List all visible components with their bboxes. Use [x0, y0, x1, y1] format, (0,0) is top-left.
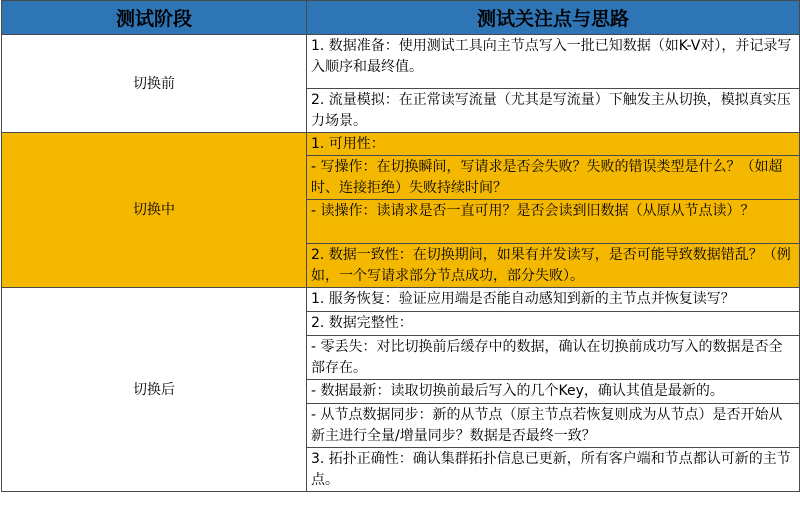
header-stage: 测试阶段 [2, 1, 307, 35]
stage-cell: 切换前 [2, 35, 307, 133]
stage-cell: 切换后 [2, 288, 307, 492]
header-row [2, 1, 800, 35]
focus-cell: - 从节点数据同步：新的从节点（原主节点若恢复则成为从节点）是否开始从新主进行全量/增量同步？数据是否最终一致？ [307, 404, 800, 448]
focus-cell: 2. 数据一致性：在切换期间，如果有并发读写，是否可能导致数据错乱？（例如，一个写请求部分节点成功，部分失败）。 [307, 244, 800, 288]
focus-cell: - 写操作：在切换瞬间，写请求是否会失败？失败的错误类型是什么？（如超时、连接拒绝）失败持续时间？ [307, 156, 800, 200]
focus-cell: - 数据最新：读取切换前最后写入的几个Key，确认其值是最新的。 [307, 380, 800, 404]
focus-cell: 2. 流量模拟：在正常读写流量（尤其是写流量）下触发主从切换，模拟真实压力场景。 [307, 89, 800, 133]
focus-cell: 3. 拓扑正确性：确认集群拓扑信息已更新，所有客户端和节点都认可新的主节点。 [307, 448, 800, 492]
header-focus: 测试关注点与思路 [307, 1, 800, 35]
focus-cell: - 零丢失：对比切换前后缓存中的数据，确认在切换前成功写入的数据是否全部存在。 [307, 336, 800, 380]
table-row [2, 133, 800, 156]
focus-cell: 1. 数据准备：使用测试工具向主节点写入一批已知数据（如K-V对），并记录写入顺序和最终值。 [307, 35, 800, 89]
test-plan-table [1, 0, 800, 492]
stage-cell: 切换中 [2, 133, 307, 288]
focus-cell: 1. 可用性： [307, 133, 800, 156]
focus-cell: 2. 数据完整性： [307, 312, 800, 336]
table-row [2, 288, 800, 312]
table-row [2, 35, 800, 89]
focus-cell: - 读操作：读请求是否一直可用？是否会读到旧数据（从原从节点读）？ [307, 200, 800, 244]
focus-cell: 1. 服务恢复：验证应用端是否能自动感知到新的主节点并恢复读写？ [307, 288, 800, 312]
